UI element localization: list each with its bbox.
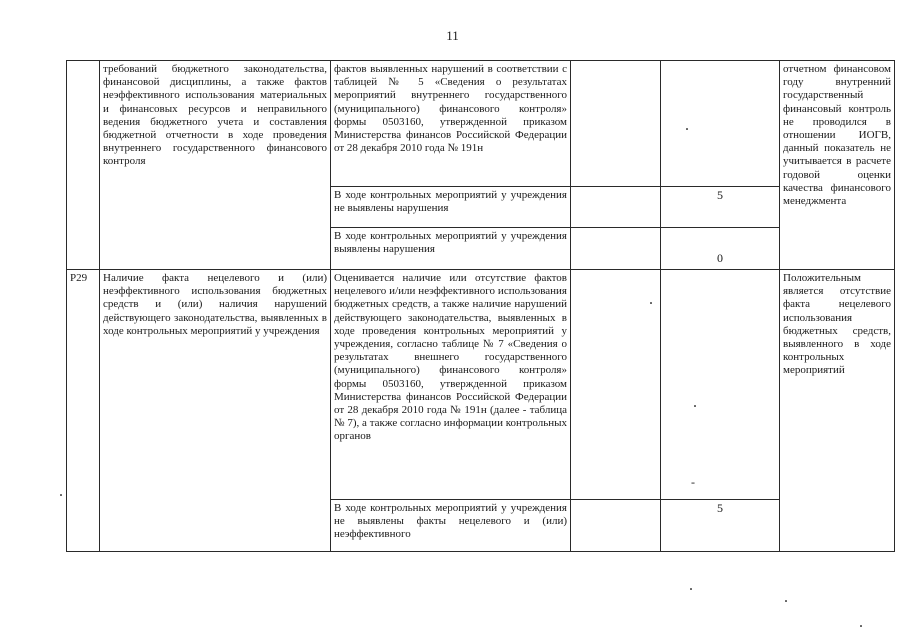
empty-cell — [571, 270, 661, 500]
indicators-table — [66, 60, 895, 552]
table-row — [67, 270, 895, 500]
table-row — [67, 61, 895, 187]
empty-cell — [571, 500, 661, 552]
row-code: Р29 — [67, 270, 100, 552]
condition-text: В ходе контрольных мероприятий у учреждения выявлены нарушения — [331, 228, 571, 270]
scan-speck — [650, 302, 652, 304]
scan-speck — [860, 625, 862, 627]
row-code — [67, 61, 100, 270]
score-value: 0 — [661, 228, 780, 270]
score-value: 5 — [661, 500, 780, 552]
empty-cell — [571, 187, 661, 228]
scan-speck — [690, 588, 692, 590]
scan-speck — [785, 600, 787, 602]
note-text: Положительным является отсутствие факта нецелевого использования бюджетных средств, выявленного в ходе контрольных мероприятий — [780, 270, 895, 552]
note-text: отчетном финансовом году внутренний государственный финансовый контроль не проводился в отношении ИОГВ, данный показатель не учитывается в расчете годовой оценки качества финансового менеджмента — [780, 61, 895, 270]
condition-text: В ходе контрольных мероприятий у учреждения не выявлены факты нецелевого и (или) неэффективного — [331, 500, 571, 552]
score-value: - — [661, 270, 780, 500]
score-value: 5 — [661, 187, 780, 228]
page-number: 11 — [446, 28, 459, 43]
method-text: Оценивается наличие или отсутствие фактов нецелевого и/или неэффективного использования бюджетных средств, а также наличие нарушений действующего законодательства, выявленных в ходе проведения контрольных мероприятий у учреждения, согласно таблице № 7 «Сведения о результатах внешнего государственного (муниципального) финансового контроля» формы 0503160, утвержденной приказом Министерства финансов Российской Федерации от 28 декабря 2010 года № 191н (далее - таблица № 7), а также согласно информации контрольных органов — [331, 270, 571, 500]
scan-speck — [60, 494, 62, 496]
condition-text: В ходе контрольных мероприятий у учреждения не выявлены нарушения — [331, 187, 571, 228]
scan-speck — [694, 405, 696, 407]
scan-speck — [686, 128, 688, 130]
method-text: фактов выявленных нарушений в соответствии с таблицей № 5 «Сведения о результатах мероприятий внутреннего государственного (муниципального) финансового контроля» формы 0503160, утвержденной приказом Министерства финансов Российской Федерации от 28 декабря 2010 года № 191н — [331, 61, 571, 187]
empty-cell — [571, 228, 661, 270]
empty-cell — [661, 61, 780, 187]
indicator-text: требований бюджетного законодательства, финансовой дисциплины, а также фактов неэффективного использования материальных и финансовых ресурсов и неправильного ведения бюджетного учета и составления бюджетной отчетности в ходе проведения внутреннего государственного финансового контроля — [100, 61, 331, 270]
indicator-text: Наличие факта нецелевого и (или) неэффективного использования бюджетных средств и (или) наличия нарушений действующего законодательства, выявленных в ходе контрольных мероприятий у учреждения — [100, 270, 331, 552]
empty-cell — [571, 61, 661, 187]
